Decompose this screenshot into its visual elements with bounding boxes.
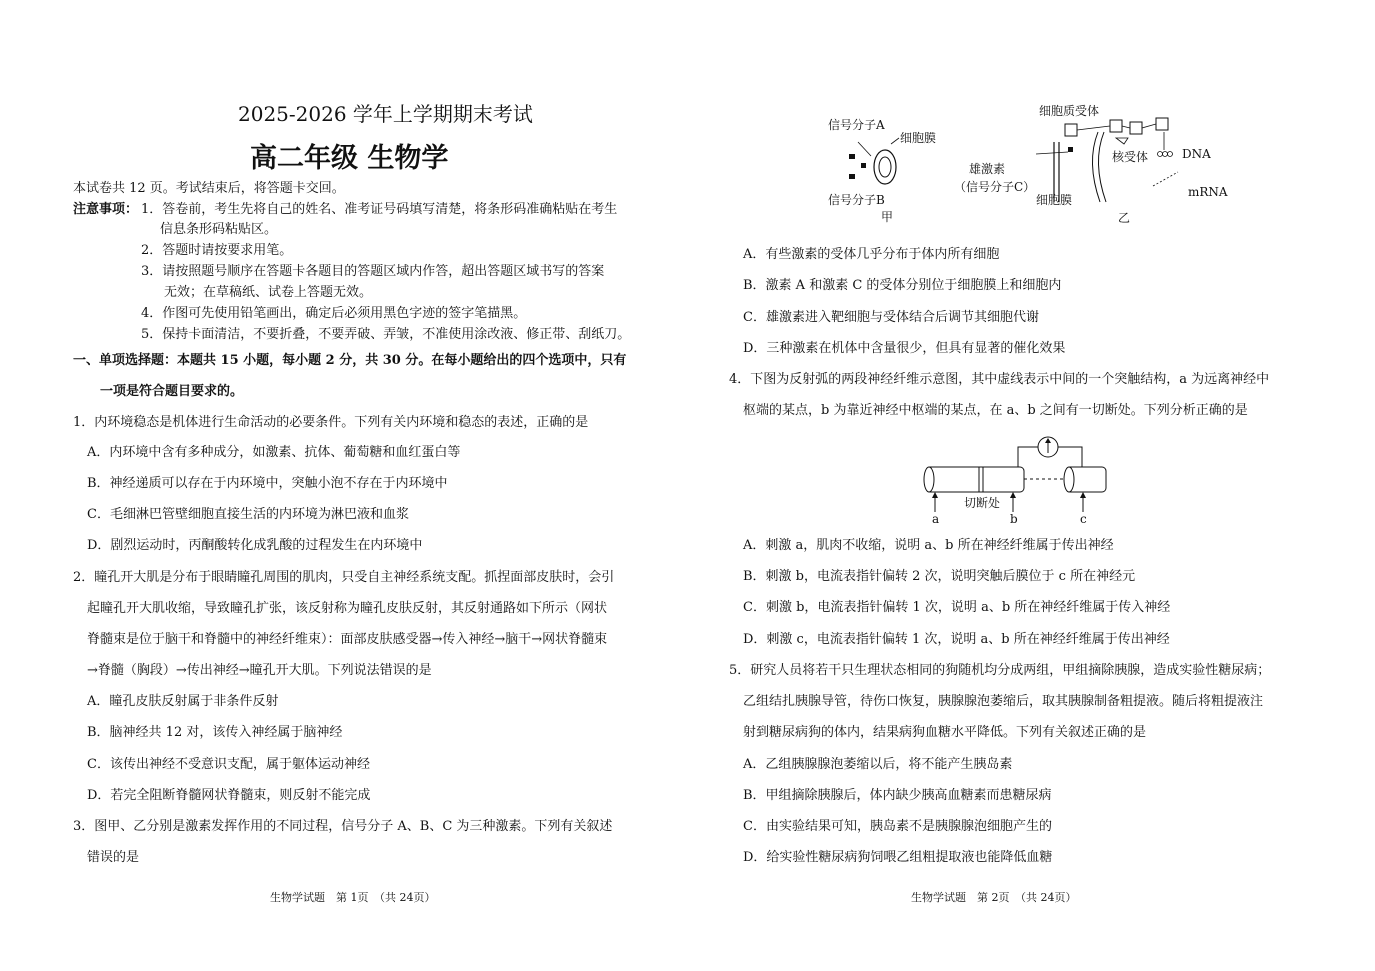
q1-option-a: A．内环境中含有多种成分，如激素、抗体、葡萄糖和血红蛋白等 (87, 445, 461, 460)
q4-option-c: C．刺激 b，电流表指针偏转 1 次，说明 a、b 所在神经纤维属于传入神经 (743, 600, 1171, 615)
note-item: 2．答题时请按要求用笔。 (141, 243, 293, 258)
section-heading: 一、单项选择题：本题共 15 小题，每小题 2 分，共 30 分。在每小题给出的四个选项中，只有 (73, 353, 627, 368)
fig-jia-signal-b: 信号分子B (828, 193, 885, 207)
fig-yi-nuclear-receptor: 核受体 (1112, 150, 1149, 164)
fig-yi-caption: 乙 (1118, 211, 1131, 225)
note-item: 5．保持卡面清洁，不要折叠，不要弄破、弄皱，不准使用涂改液、修正带、刮纸刀。 (141, 327, 631, 342)
q4-option-d: D．刺激 c，电流表指针偏转 1 次，说明 a、b 所在神经纤维属于传出神经 (743, 632, 1170, 647)
q1-option-c: C．毛细淋巴管壁细胞直接生活的内环境为淋巴液和血浆 (87, 507, 409, 522)
q3-option-d: D．三种激素在机体中含量很少，但具有显著的催化效果 (743, 341, 1066, 356)
question-4-stem-line: 枢端的某点，b 为靠近神经中枢端的某点，在 a、b 之间有一切断处。下列分析正确的是 (743, 403, 1248, 418)
right-page (688, 0, 1375, 971)
exam-title: 2025-2026 学年上学期期末考试 (238, 102, 533, 126)
nerve-point-c: c (1080, 512, 1087, 526)
q4-option-b: B．刺激 b，电流表指针偏转 2 次，说明突触后膜位于 c 所在神经元 (743, 569, 1136, 584)
page-footer: 生物学试题 第 1页 （共 24页） (270, 891, 436, 904)
nerve-cut-label: 切断处 (964, 496, 1001, 510)
question-3-stem-line: 错误的是 (87, 850, 140, 865)
q5-option-a: A．乙组胰腺腺泡萎缩以后，将不能产生胰岛素 (743, 757, 1013, 772)
fig-yi-dna: DNA (1182, 147, 1211, 161)
q1-option-b: B．神经递质可以存在于内环境中，突触小泡不存在于内环境中 (87, 476, 448, 491)
q2-option-c: C．该传出神经不受意识支配，属于躯体运动神经 (87, 757, 370, 772)
note-item: 信息条形码粘贴区。 (160, 222, 278, 237)
q2-option-b: B．脑神经共 12 对，该传入神经属于脑神经 (87, 725, 343, 740)
nerve-point-a: a (932, 512, 940, 526)
q3-option-a: A．有些激素的受体几乎分布于体内所有细胞 (743, 247, 1000, 262)
notes-label: 注意事项： (73, 202, 139, 217)
note-item: 4．作图可先使用铅笔画出，确定后必须用黑色字迹的签字笔描黑。 (141, 306, 527, 321)
question-2-stem: 2．瞳孔开大肌是分布于眼睛瞳孔周围的肌肉，只受自主神经系统支配。抓捏面部皮肤时，会引 (73, 570, 615, 585)
fig-yi-cytoplasm-receptor: 细胞质受体 (1039, 104, 1100, 118)
question-1-stem: 1．内环境稳态是机体进行生命活动的必要条件。下列有关内环境和稳态的表述，正确的是 (73, 415, 589, 430)
nerve-fiber-figure (920, 432, 1120, 524)
fig-yi-membrane: 细胞膜 (1036, 193, 1073, 207)
question-2-stem-line: 起瞳孔开大肌收缩，导致瞳孔扩张，该反射称为瞳孔皮肤反射，其反射通路如下所示（网状 (87, 601, 608, 616)
question-4-stem: 4．下图为反射弧的两段神经纤维示意图，其中虚线表示中间的一个突触结构，a 为远离神经中 (729, 372, 1270, 387)
fig-jia-signal-a: 信号分子A (828, 118, 885, 132)
q2-option-a: A．瞳孔皮肤反射属于非条件反射 (87, 694, 279, 709)
note-item: 3．请按照题号顺序在答题卡各题目的答题区域内作答，超出答题区域书写的答案 (141, 264, 605, 279)
q3-option-b: B．激素 A 和激素 C 的受体分别位于细胞膜上和细胞内 (743, 278, 1062, 293)
question-5-stem: 5．研究人员将若干只生理状态相同的狗随机均分成两组，甲组摘除胰腺，造成实验性糖尿病； (729, 663, 1271, 678)
fig-jia-caption: 甲 (881, 210, 894, 224)
section-heading-cont: 一项是符合题目要求的。 (100, 384, 244, 399)
q5-option-c: C．由实验结果可知，胰岛素不是胰腺腺泡细胞产生的 (743, 819, 1052, 834)
q1-option-d: D．剧烈运动时，丙酮酸转化成乳酸的过程发生在内环境中 (87, 538, 423, 553)
fig-yi-androgen: 雄激素 (969, 162, 1006, 176)
question-3-stem: 3．图甲、乙分别是激素发挥作用的不同过程，信号分子 A、B、C 为三种激素。下列有关叙述 (73, 819, 613, 834)
nerve-point-b: b (1010, 512, 1018, 526)
question-2-stem-line: 脊髓束是位于脑干和脊髓中的神经纤维束）：面部皮肤感受器→传入神经→脑干→网状脊髓束 (87, 632, 608, 647)
question-5-stem-line: 乙组结扎胰腺导管，待伤口恢复，胰腺腺泡萎缩后，取其胰腺制备粗提液。随后将粗提液注 (743, 694, 1264, 709)
q4-option-a: A．刺激 a，肌肉不收缩，说明 a、b 所在神经纤维属于传出神经 (743, 538, 1114, 553)
note-item: 1．答卷前，考生先将自己的姓名、准考证号码填写清楚，将条形码准确粘贴在考生 (141, 202, 618, 217)
q5-option-b: B．甲组摘除胰腺后，体内缺少胰高血糖素而患糖尿病 (743, 788, 1052, 803)
intro-text: 本试卷共 12 页。考试结束后，将答题卡交回。 (73, 181, 345, 196)
fig-yi-signal-c: （信号分子C） (954, 180, 1036, 194)
question-2-stem-line: →脊髓（胸段）→传出神经→瞳孔开大肌。下列说法错误的是 (87, 663, 432, 678)
q5-option-d: D．给实验性糖尿病狗饲喂乙组粗提取液也能降低血糖 (743, 850, 1053, 865)
fig-yi-mrna: mRNA (1188, 185, 1228, 199)
q2-option-d: D．若完全阻断脊髓网状脊髓束，则反射不能完成 (87, 788, 371, 803)
note-item: 无效；在草稿纸、试卷上答题无效。 (164, 285, 373, 300)
grade-subject-title: 高二年级 生物学 (250, 143, 449, 174)
question-5-stem-line: 射到糖尿病狗的体内，结果病狗血糖水平降低。下列有关叙述正确的是 (743, 725, 1147, 740)
page-footer: 生物学试题 第 2页 （共 24页） (911, 891, 1077, 904)
q3-option-c: C．雄激素进入靶细胞与受体结合后调节其细胞代谢 (743, 310, 1039, 325)
fig-jia-membrane: 细胞膜 (900, 131, 937, 145)
